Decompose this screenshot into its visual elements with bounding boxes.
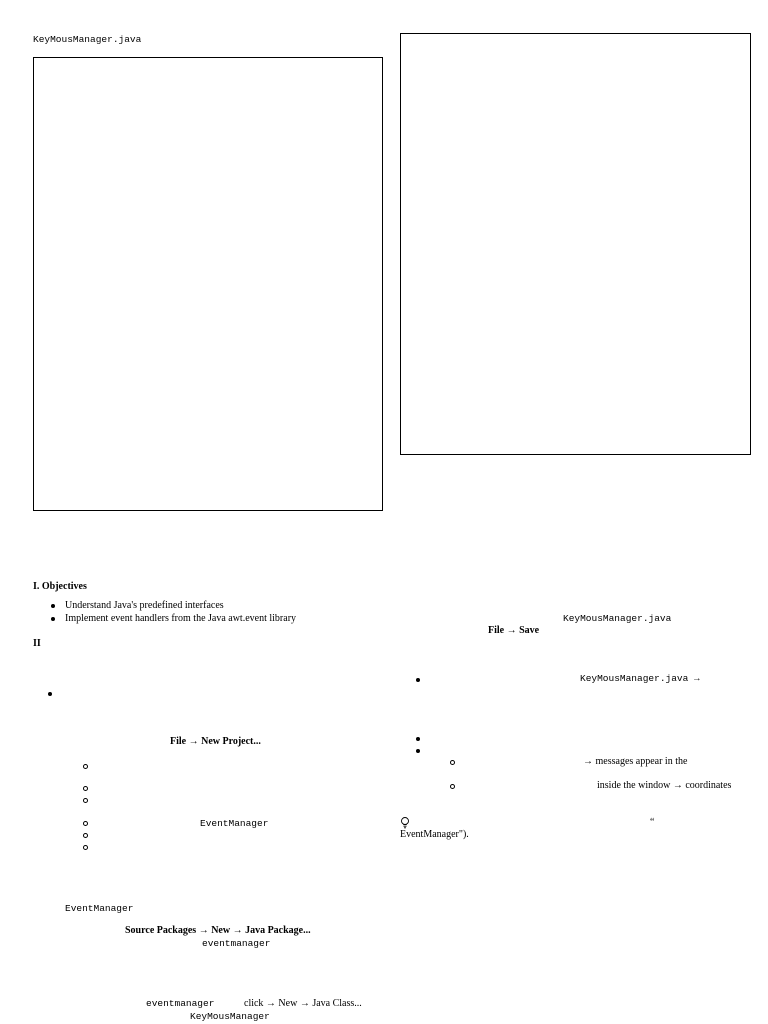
objective-item: Implement event handlers from the Java awt.event library — [65, 613, 297, 624]
sub-bullet — [83, 833, 88, 838]
sub-bullet — [83, 798, 88, 803]
messages-text: → messages appear in the — [583, 756, 688, 767]
header-filename: KeyMousManager.java — [33, 34, 142, 45]
run-file: KeyMousManager.java → — [580, 673, 700, 684]
project-ref: EventManager — [65, 903, 134, 914]
left-image-frame — [33, 57, 383, 511]
class-name: KeyMousManager — [190, 1011, 270, 1022]
sub-bullet — [83, 764, 88, 769]
sub-bullet — [83, 845, 88, 850]
objectives-heading: I. Objectives — [33, 581, 87, 592]
sub-bullet — [83, 821, 88, 826]
tip-end: EventManager"). — [400, 829, 469, 840]
new-project-path: File → New Project... — [170, 736, 261, 747]
project-name: EventManager — [200, 818, 269, 829]
package-name: eventmanager — [202, 938, 271, 949]
objective-bullet — [51, 617, 55, 621]
test-bullet — [416, 749, 420, 753]
objective-item: Understand Java's predefined interfaces — [65, 600, 224, 611]
class-package-ref: eventmanager — [146, 998, 215, 1009]
package-path: Source Packages → New → Java Package... — [125, 925, 311, 936]
new-class-path: click → New → Java Class... — [244, 998, 362, 1009]
sub-bullet — [83, 786, 88, 791]
test-bullet — [416, 737, 420, 741]
run-bullet — [416, 678, 420, 682]
objective-bullet — [51, 604, 55, 608]
right-image-frame — [400, 33, 751, 455]
save-path: File → Save — [488, 625, 540, 636]
sub-bullet — [450, 760, 455, 765]
section-ii-heading: II — [33, 638, 41, 649]
sub-bullet — [450, 784, 455, 789]
step-bullet — [48, 692, 52, 696]
tip-quote: “ — [650, 817, 655, 828]
coords-text: inside the window → coordinates — [597, 780, 732, 791]
right-file-ref: KeyMousManager.java — [563, 613, 672, 624]
